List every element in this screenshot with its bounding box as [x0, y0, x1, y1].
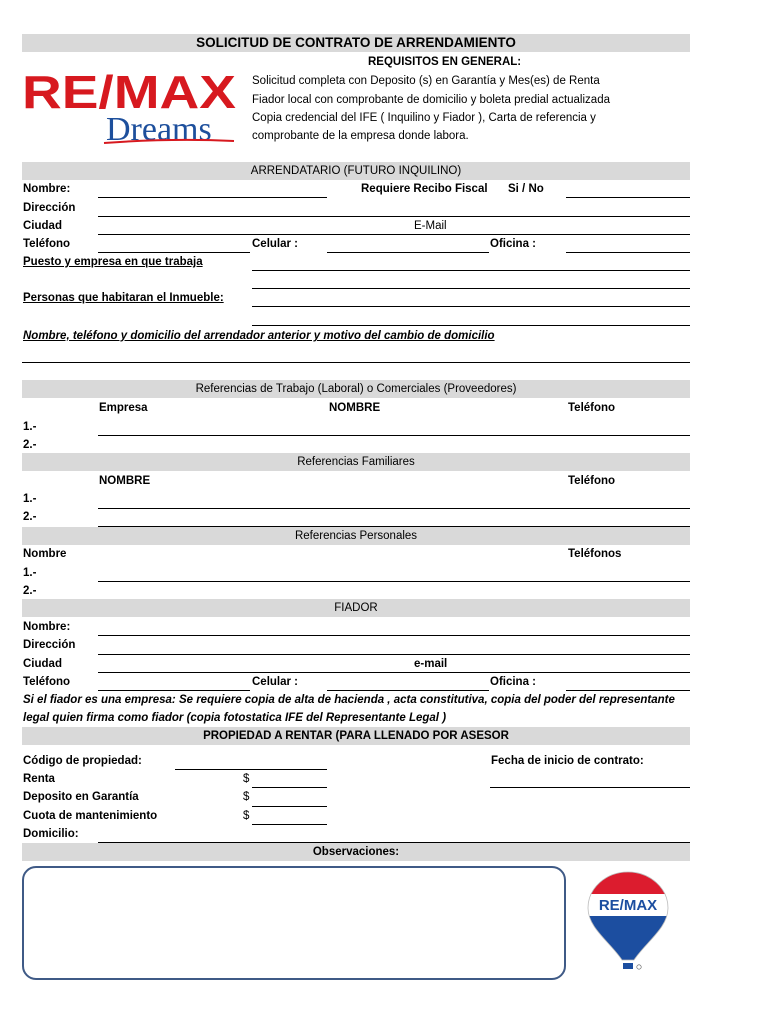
requirement-line: Solicitud completa con Deposito (s) en Garantía y Mes(es) de Renta	[252, 75, 600, 87]
personas-field[interactable]	[252, 306, 690, 307]
personas-label: Personas que habitaran el Inmueble:	[23, 292, 224, 304]
fiador-direccion-field[interactable]	[98, 654, 690, 655]
personas-field-2[interactable]	[252, 325, 690, 326]
ref-personales-col-nombre: Nombre	[23, 548, 67, 560]
ciudad-label: Ciudad	[23, 220, 62, 232]
fiador-telefono-label: Teléfono	[23, 676, 71, 688]
logo-sub: Dreams	[106, 111, 212, 146]
propiedad-header: PROPIEDAD A RENTAR (PARA LLENADO POR ASESOR	[22, 727, 690, 745]
recibo-fiscal-field[interactable]	[566, 197, 690, 198]
requirement-line: Fiador local con comprobante de domicilio y boleta predial actualizada	[252, 94, 610, 106]
nombre-field[interactable]	[98, 197, 327, 198]
fiador-celular-label: Celular :	[252, 676, 299, 688]
ref-familiares-col-telefono: Teléfono	[568, 475, 616, 487]
si-no-label: Si / No	[508, 183, 544, 195]
ref-personales-col-telefonos: Teléfonos	[568, 548, 622, 560]
deposito-currency: $	[243, 791, 250, 803]
fiador-ciudad-label: Ciudad	[23, 658, 62, 670]
celular-label: Celular :	[252, 238, 299, 250]
deposito-label: Deposito en Garantía	[23, 791, 139, 803]
fiador-nombre-label: Nombre:	[23, 621, 71, 633]
observaciones-header: Observaciones:	[22, 843, 690, 861]
remax-dreams-logo	[22, 64, 244, 146]
renta-field[interactable]	[252, 787, 327, 788]
puesto-field[interactable]	[252, 270, 690, 271]
fecha-inicio-label: Fecha de inicio de contrato:	[491, 755, 644, 767]
page-title: SOLICITUD DE CONTRATO DE ARRENDAMIENTO	[22, 34, 690, 52]
ref-familiares-header: Referencias Familiares	[22, 453, 690, 471]
oficina-field[interactable]	[566, 252, 690, 253]
cuota-currency: $	[243, 810, 250, 822]
celular-field[interactable]	[327, 252, 489, 253]
nombre-label: Nombre:	[23, 183, 71, 195]
direccion-label: Dirección	[23, 202, 76, 214]
ref-personales-row-2: 2.-	[23, 585, 37, 597]
codigo-field[interactable]	[175, 769, 327, 770]
ref-personales-field-1[interactable]	[98, 581, 690, 582]
fiador-header: FIADOR	[22, 599, 690, 617]
balloon-label: RE/MAX	[598, 897, 658, 914]
requirements-heading: REQUISITOS EN GENERAL:	[368, 56, 522, 68]
fiador-nombre-field[interactable]	[98, 635, 690, 636]
ref-personales-header: Referencias Personales	[22, 527, 690, 545]
telefono-field[interactable]	[98, 252, 250, 253]
recibo-fiscal-label: Requiere Recibo Fiscal	[361, 183, 488, 195]
arrendatario-header: ARRENDATARIO (FUTURO INQUILINO)	[22, 162, 690, 180]
email-label: E-Mail	[414, 220, 447, 232]
ref-familiares-field-1[interactable]	[98, 508, 690, 509]
fiador-telefono-field[interactable]	[98, 690, 250, 691]
ref-familiares-col-nombre: NOMBRE	[99, 475, 151, 487]
fecha-inicio-field[interactable]	[490, 787, 690, 788]
puesto-field-2[interactable]	[252, 288, 690, 289]
ref-trabajo-col-nombre: NOMBRE	[329, 402, 381, 414]
oficina-label: Oficina :	[490, 238, 537, 250]
cuota-label: Cuota de mantenimiento	[23, 810, 158, 822]
arrendador-anterior-field[interactable]	[22, 362, 690, 363]
ref-familiares-row-1: 1.-	[23, 493, 37, 505]
ref-trabajo-field-1[interactable]	[98, 435, 690, 436]
ref-trabajo-col-empresa: Empresa	[99, 402, 148, 414]
ref-trabajo-header: Referencias de Trabajo (Laboral) o Comerciales (Proveedores)	[22, 380, 690, 398]
fiador-oficina-field[interactable]	[566, 690, 690, 691]
logo-brand: RE/MAX	[22, 66, 237, 118]
fiador-email-label: e-mail	[414, 658, 448, 670]
ref-trabajo-col-telefono: Teléfono	[568, 402, 616, 414]
fiador-direccion-label: Dirección	[23, 639, 76, 651]
fiador-ciudad-email-field[interactable]	[98, 672, 690, 673]
fiador-oficina-label: Oficina :	[490, 676, 537, 688]
deposito-field[interactable]	[252, 806, 327, 807]
direccion-field[interactable]	[98, 216, 690, 217]
ref-trabajo-row-2: 2.-	[23, 439, 37, 451]
puesto-label: Puesto y empresa en que trabaja	[23, 256, 203, 268]
requirement-line: Copia credencial del IFE ( Inquilino y Fiador ), Carta de referencia y	[252, 112, 596, 124]
fiador-note-1: Si el fiador es una empresa: Se requiere copia de alta de hacienda , acta constitutiva, copia del poder del representante	[23, 694, 675, 706]
cuota-field[interactable]	[252, 824, 327, 825]
fiador-celular-field[interactable]	[327, 690, 489, 691]
fiador-note-2: legal quien firma como fiador (copia fotostatica IFE del Representante Legal )	[23, 712, 447, 724]
arrendador-anterior-label: Nombre, teléfono y domicilio del arrendador anterior y motivo del cambio de domicilio	[23, 330, 495, 342]
ciudad-email-field[interactable]	[98, 234, 690, 235]
ref-trabajo-row-1: 1.-	[23, 421, 37, 433]
renta-currency: $	[243, 773, 250, 785]
ref-familiares-row-2: 2.-	[23, 511, 37, 523]
codigo-label: Código de propiedad:	[23, 755, 142, 767]
requirement-line: comprobante de la empresa donde labora.	[252, 130, 469, 142]
ref-personales-row-1: 1.-	[23, 567, 37, 579]
remax-balloon-logo	[584, 868, 672, 974]
renta-label: Renta	[23, 773, 55, 785]
telefono-label: Teléfono	[23, 238, 71, 250]
domicilio-label: Domicilio:	[23, 828, 79, 840]
observaciones-box[interactable]	[22, 866, 566, 980]
